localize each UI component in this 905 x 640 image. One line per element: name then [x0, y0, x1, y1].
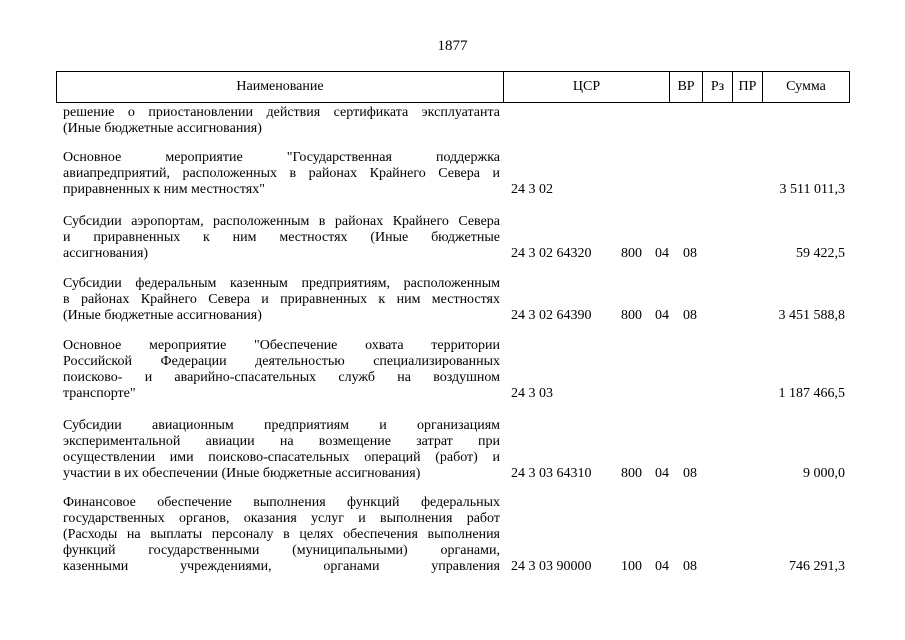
row-rz: 04 — [655, 559, 669, 574]
row-vr: 800 — [621, 466, 642, 481]
row-rz: 04 — [655, 246, 669, 261]
row-name-line: ассигнования) — [63, 246, 149, 261]
row-name-line: Основное мероприятие "Обеспечение охвата территории — [63, 338, 500, 353]
row-sum: 3 451 588,8 — [778, 308, 845, 323]
row-vr: 100 — [621, 559, 642, 574]
row-name-line: Российской Федерации деятельностью специализированных — [63, 354, 500, 369]
row-name-line: Субсидии авиационным предприятиям и организациям — [63, 418, 500, 433]
header-name: Наименование — [57, 72, 504, 102]
row-csr: 24 3 03 64310 — [511, 466, 592, 481]
row-sum: 746 291,3 — [789, 559, 845, 574]
row-name-line: (Иные бюджетные ассигнования) — [63, 121, 262, 136]
row-name-line: и приравненных к ним местностях (Иные бюджетные — [63, 230, 500, 245]
header-csr: ЦСР — [504, 72, 670, 102]
row-name-line: казенными учреждениями, органами управления — [63, 559, 500, 574]
row-name-line: решение о приостановлении действия сертификата эксплуатанта — [63, 105, 500, 120]
row-name-line: (Иные бюджетные ассигнования) — [63, 308, 262, 323]
row-name-line: Субсидии федеральным казенным предприятиям, расположенным — [63, 276, 500, 291]
row-name — [63, 105, 500, 137]
row-name-line: поисково- и аварийно-спасательных служб на воздушном — [63, 370, 500, 385]
row-name-line: Финансовое обеспечение выполнения функций федеральных — [63, 495, 500, 510]
row-name-line: в районах Крайнего Севера и приравненных к ним местностях — [63, 292, 500, 307]
row-pr: 08 — [683, 466, 697, 481]
row-name-line: участии в их обеспечении (Иные бюджетные ассигнования) — [63, 466, 421, 481]
row-name-line: функций государственными (муниципальными) органами, — [63, 543, 500, 558]
row-rz: 04 — [655, 466, 669, 481]
row-pr: 08 — [683, 246, 697, 261]
row-name-line: Основное мероприятие "Государственная поддержка — [63, 150, 500, 165]
row-csr: 24 3 02 64390 — [511, 308, 592, 323]
row-sum: 1 187 466,5 — [778, 386, 845, 401]
row-vr: 800 — [621, 246, 642, 261]
header-sum: Сумма — [786, 79, 826, 94]
row-name-line: осуществлении ими поисково-спасательных операций (работ) и — [63, 450, 500, 465]
table-header — [56, 71, 850, 103]
row-csr: 24 3 02 — [511, 182, 553, 197]
row-name-line: экспериментальной авиации на возмещение затрат при — [63, 434, 500, 449]
row-pr: 08 — [683, 308, 697, 323]
header-pr: ПР — [733, 72, 763, 102]
row-vr: 800 — [621, 308, 642, 323]
row-name — [63, 418, 500, 482]
row-name-line: приравненных к ним местностях" — [63, 182, 265, 197]
page-number: 1877 — [437, 38, 468, 54]
row-csr: 24 3 02 64320 — [511, 246, 592, 261]
row-rz: 04 — [655, 308, 669, 323]
header-rz: Рз — [703, 72, 733, 102]
row-name-line: транспорте" — [63, 386, 136, 401]
row-name-line: (Расходы на выплаты персоналу в целях обеспечения выполнения — [63, 527, 500, 542]
row-csr: 24 3 03 — [511, 386, 553, 401]
row-name-line: Субсидии аэропортам, расположенным в районах Крайнего Севера — [63, 214, 500, 229]
row-name — [63, 338, 500, 402]
row-name — [63, 150, 500, 198]
row-name — [63, 495, 500, 575]
row-sum: 3 511 011,3 — [779, 182, 845, 197]
header-vr: ВР — [670, 72, 703, 102]
row-name — [63, 276, 500, 324]
row-name — [63, 214, 500, 262]
row-sum: 59 422,5 — [796, 246, 845, 261]
row-name-line: авиапредприятий, расположенных в районах Крайнего Севера и — [63, 166, 500, 181]
row-pr: 08 — [683, 559, 697, 574]
row-name-line: государственных органов, оказания услуг и выполнения работ — [63, 511, 500, 526]
row-csr: 24 3 03 90000 — [511, 559, 592, 574]
row-sum: 9 000,0 — [803, 466, 845, 481]
